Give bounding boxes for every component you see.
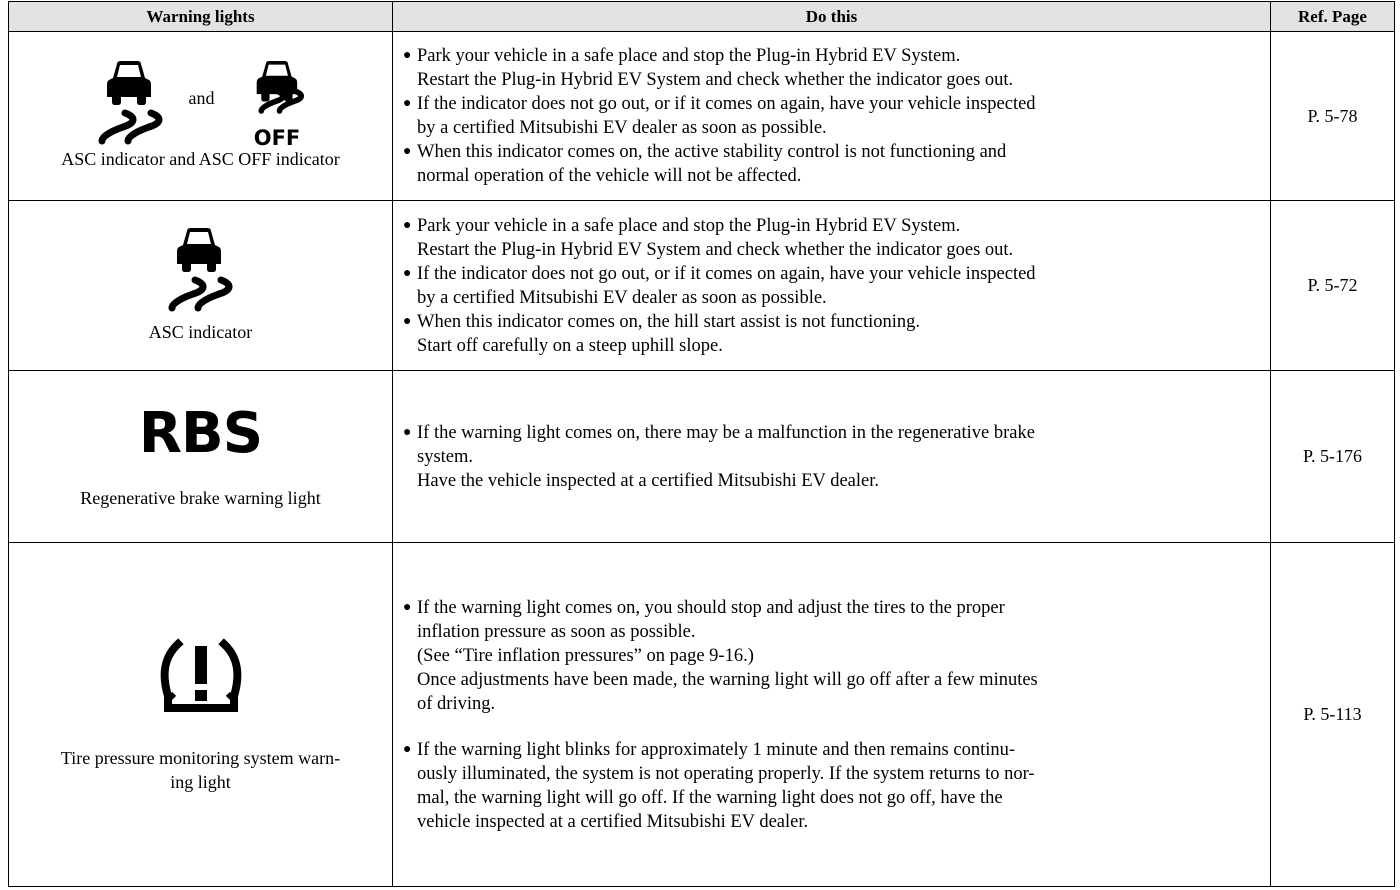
- warning-light-cell: [9, 32, 393, 201]
- warning-light-caption: ASC indicator: [148, 321, 253, 342]
- instruction-bullet: ● If the warning light comes on, there may be a malfunction in the regenerative brake system. Have the vehicle inspected at a certified Mitsubishi EV dealer.: [403, 421, 1264, 493]
- instruction-bullet: ● If the warning light blinks for approximately 1 minute and then remains continu- ously illuminated, the system is not operating properly. If the system returns to nor- mal, the warning light will go off. If the warning light does not go off, have the vehicle inspected at a certified Mitsubishi EV dealer.: [403, 738, 1264, 834]
- off-label: OFF: [253, 126, 300, 147]
- warning-light-caption: ASC indicator and ASC OFF indicator: [61, 149, 340, 169]
- instruction-bullet: ● When this indicator comes on, the hill start assist is not functioning. Start off carefully on a steep uphill slope.: [403, 310, 1264, 358]
- ref-page-link[interactable]: P. 5-176: [1271, 371, 1395, 543]
- warning-light-caption: ing light: [170, 771, 231, 792]
- header-do-this: Do this: [393, 2, 1271, 32]
- instruction-bullet: ● When this indicator comes on, the active stability control is not functioning and normal operation of the vehicle will not be affected.: [403, 140, 1264, 188]
- rbs-icon: RBS: [138, 400, 263, 466]
- and-label: and: [188, 87, 215, 108]
- table-row: [9, 32, 1395, 201]
- warning-lights-table: [8, 1, 1395, 887]
- warning-light-cell: [9, 201, 393, 371]
- instructions-cell: [393, 201, 1271, 371]
- tire-pressure-icon: [158, 636, 244, 726]
- instruction-bullet: ● If the indicator does not go out, or if it comes on again, have your vehicle inspected by a certified Mitsubishi EV dealer as soon as possible.: [403, 262, 1264, 310]
- warning-light-caption: Regenerative brake warning light: [80, 487, 321, 508]
- ref-page-link[interactable]: P. 5-113: [1271, 543, 1395, 887]
- asc-indicator-icon: [93, 61, 169, 147]
- asc-off-indicator-icon: [243, 61, 309, 147]
- ref-page-link[interactable]: P. 5-72: [1271, 201, 1395, 371]
- warning-light-cell: [9, 543, 393, 887]
- table-header-row: [9, 2, 1395, 32]
- instructions-cell: [393, 543, 1271, 887]
- ref-page-link[interactable]: P. 5-78: [1271, 32, 1395, 201]
- header-warning-lights: Warning lights: [9, 2, 393, 32]
- instruction-bullet: ● Park your vehicle in a safe place and stop the Plug-in Hybrid EV System. Restart the Plug-in Hybrid EV System and check whether the indicator goes out.: [403, 214, 1264, 262]
- table-row: [9, 201, 1395, 371]
- warning-light-cell: [9, 371, 393, 543]
- instruction-bullet: ● If the indicator does not go out, or if it comes on again, have your vehicle inspected by a certified Mitsubishi EV dealer as soon as possible.: [403, 92, 1264, 140]
- bullet-spacer: [403, 716, 1264, 738]
- table-row: [9, 543, 1395, 887]
- instructions-cell: [393, 32, 1271, 201]
- warning-light-caption: Tire pressure monitoring system warn-: [60, 747, 341, 768]
- header-ref-page: Ref. Page: [1271, 2, 1395, 32]
- table-row: [9, 371, 1395, 543]
- instruction-bullet: ● Park your vehicle in a safe place and stop the Plug-in Hybrid EV System. Restart the Plug-in Hybrid EV System and check whether the indicator goes out.: [403, 44, 1264, 92]
- instructions-cell: [393, 371, 1271, 543]
- asc-indicator-icon: [163, 228, 239, 314]
- instruction-bullet: ● If the warning light comes on, you should stop and adjust the tires to the proper inflation pressure as soon as possible. (See “Tire inflation pressures” on page 9-16.) Once adjustments have been made, the warning light will go off after a few minutes of driving.: [403, 596, 1264, 716]
